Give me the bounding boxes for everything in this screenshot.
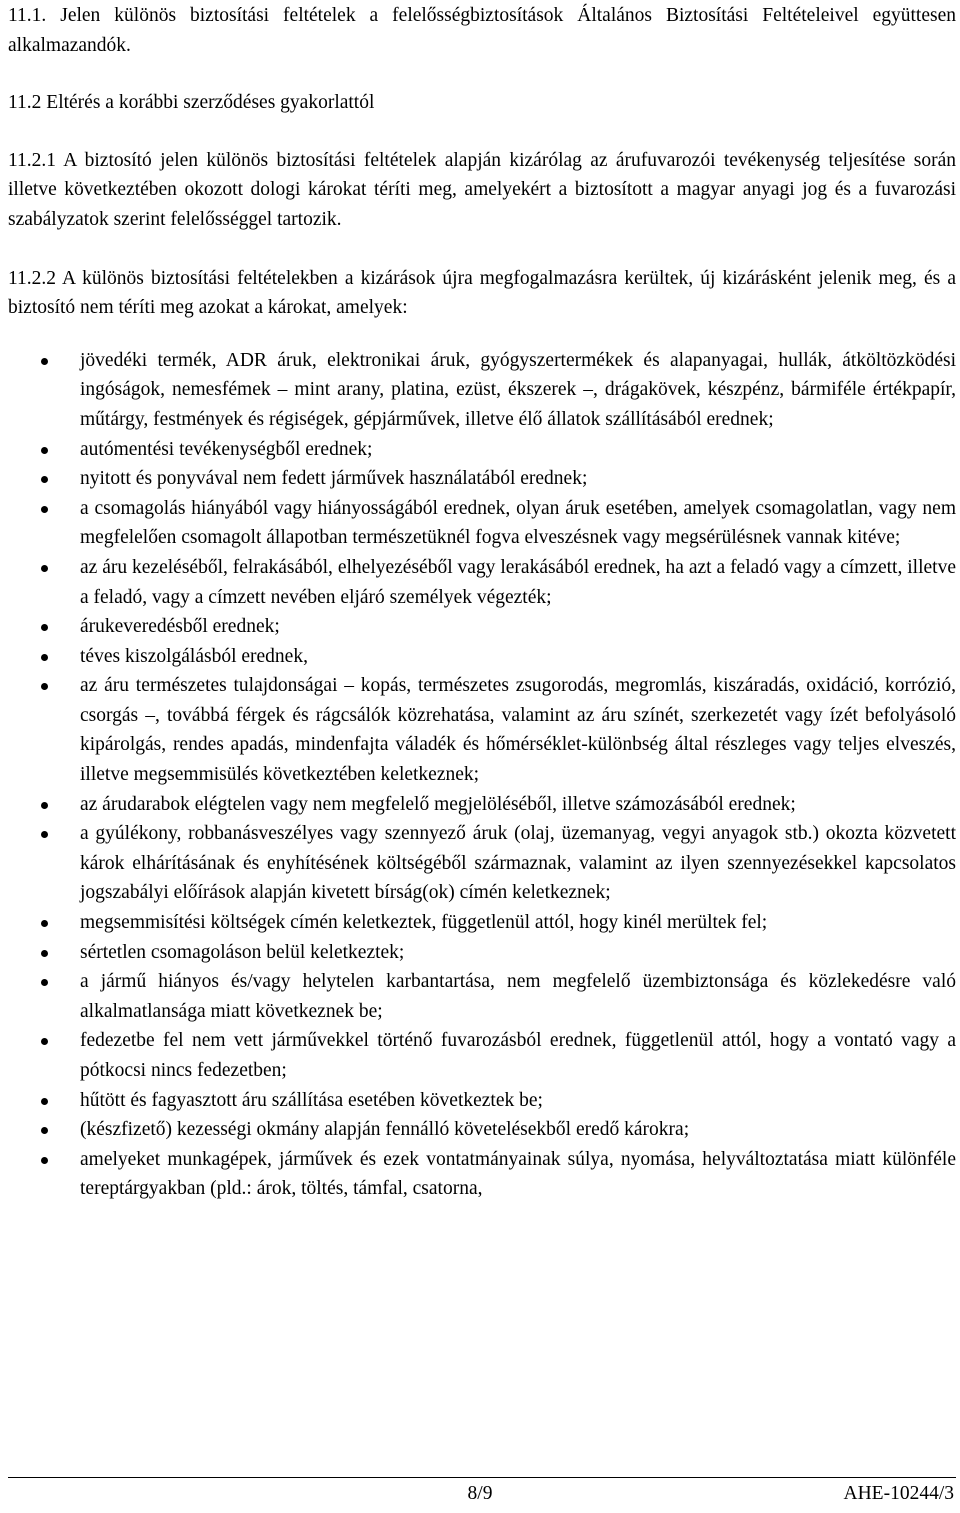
bullet-icon — [41, 979, 48, 986]
footer-divider — [8, 1477, 956, 1478]
list-item: árukeveredésből erednek; — [8, 612, 956, 642]
list-item: hűtött és fagyasztott áru szállítása esetében következtek be; — [8, 1086, 956, 1116]
paragraph-11-1: 11.1. Jelen különös biztosítási feltételek a felelősségbiztosítások Általános Biztosítási Feltételeivel együttesen alkalmazandók. — [8, 5, 956, 56]
bullet-icon — [41, 654, 48, 661]
bullet-icon — [41, 920, 48, 927]
bullet-icon — [41, 476, 48, 483]
list-item: nyitott és ponyvával nem fedett járművek használatából erednek; — [8, 464, 956, 494]
paragraph-11-2-1: 11.2.1 A biztosító jelen különös biztosítási feltételek alapján kizárólag az árufuvarozói tevékenység teljesítése során illetve következtében okozott dologi károkat téríti meg, amelyekért a biztosított a magyar anyagi jog és a fuvarozási szabályzatok szerint felelősséggel tartozik. — [8, 149, 956, 230]
bullet-icon — [41, 683, 48, 690]
page-number: 8/9 — [467, 1483, 493, 1504]
list-item: autómentési tevékenységből erednek; — [8, 435, 956, 465]
bullet-icon — [41, 506, 48, 513]
bullet-icon — [41, 447, 48, 454]
bullet-icon — [41, 624, 48, 631]
bullet-icon — [41, 950, 48, 957]
document-code: AHE-10244/3 — [843, 1483, 954, 1504]
list-item: amelyeket munkagépek, járművek és ezek vontatmányainak súlya, nyomása, helyváltoztatása miatt különféle tereptárgyakban (pld.: árok, töltés, támfal, csatorna, — [8, 1145, 956, 1204]
bullet-icon — [41, 802, 48, 809]
list-item: jövedéki termék, ADR áruk, elektronikai áruk, gyógyszertermékek és alapanyagai, hullák, átköltözködési ingóságok, nemesfémek – mint arany, platina, ezüst, ékszerek –, drágakövek, készpénz, bármiféle értékpapír, műtárgy, festmények és régiségek, gépjárművek, illetve élő állatok szállításából erednek; — [8, 346, 956, 435]
paragraph-11-2-2: 11.2.2 A különös biztosítási feltételekben a kizárások újra megfogalmazásra kerültek, új kizárásként jelenik meg, és a biztosító nem téríti meg azokat a károkat, amelyek: — [8, 267, 956, 319]
list-item: az áru kezeléséből, felrakásából, elhelyezéséből vagy lerakásából erednek, ha azt a feladó vagy a címzett, illetve a feladó, vagy a címzett nevében eljáró személyek végezték; — [8, 553, 956, 612]
list-item: az árudarabok elégtelen vagy nem megfelelő megjelöléséből, illetve számozásából erednek; — [8, 790, 956, 820]
list-item: a jármű hiányos és/vagy helytelen karbantartása, nem megfelelő üzembiztonsága és közlekedésre való alkalmatlansága miatt következnek be; — [8, 967, 956, 1026]
list-item: az áru természetes tulajdonságai – kopás, természetes zsugorodás, megromlás, kiszáradás, oxidáció, korrózió, csorgás –, továbbá férgek és rágcsálók közrehatása, valamint az áru színét, szerkezetét vagy ízét befolyásoló kipárolgás, rendes apadás, mindenfajta váladék és hőmérséklet-különbség által részleges vagy teljes elveszés, illetve megsemmisülés következtében keletkeznek; — [8, 671, 956, 789]
bullet-icon — [41, 1127, 48, 1134]
bullet-icon — [41, 358, 48, 365]
heading-11-2: 11.2 Eltérés a korábbi szerződéses gyakorlattól — [8, 92, 375, 114]
bullet-icon — [41, 565, 48, 572]
page-footer — [0, 1476, 960, 1513]
bullet-icon — [41, 1098, 48, 1105]
bullet-icon — [41, 1157, 48, 1164]
bullet-icon — [41, 1038, 48, 1045]
list-item: a gyúlékony, robbanásveszélyes vagy szennyező áruk (olaj, üzemanyag, vegyi anyagok stb.) okozta közvetett károk elhárításának és enyhítésének költségéből származnak, valamint az ilyen szennyezésekkel kapcsolatos jogszabályi előírások alapján kivetett bírság(ok) címén keletkeznek; — [8, 819, 956, 908]
document-page — [8, 0, 956, 1204]
list-item: megsemmisítési költségek címén keletkeztek, függetlenül attól, hogy kinél merültek fel; — [8, 908, 956, 938]
list-item: téves kiszolgálásból erednek, — [8, 642, 956, 672]
list-item: sértetlen csomagoláson belül keletkeztek; — [8, 938, 956, 968]
list-item: fedezetbe fel nem vett járművekkel történő fuvarozásból erednek, függetlenül attól, hogy a vontató vagy a pótkocsi nincs fedezetben; — [8, 1026, 956, 1085]
exclusion-list — [8, 346, 956, 1204]
list-item: (készfizető) kezességi okmány alapján fennálló követelésekből eredő károkra; — [8, 1115, 956, 1145]
bullet-icon — [41, 831, 48, 838]
list-item: a csomagolás hiányából vagy hiányosságából erednek, olyan áruk esetében, amelyek csomagolatlan, vagy nem megfelelően csomagolt állapotban természetüknél fogva elveszésnek vagy megsérülésnek vannak kitéve; — [8, 494, 956, 553]
